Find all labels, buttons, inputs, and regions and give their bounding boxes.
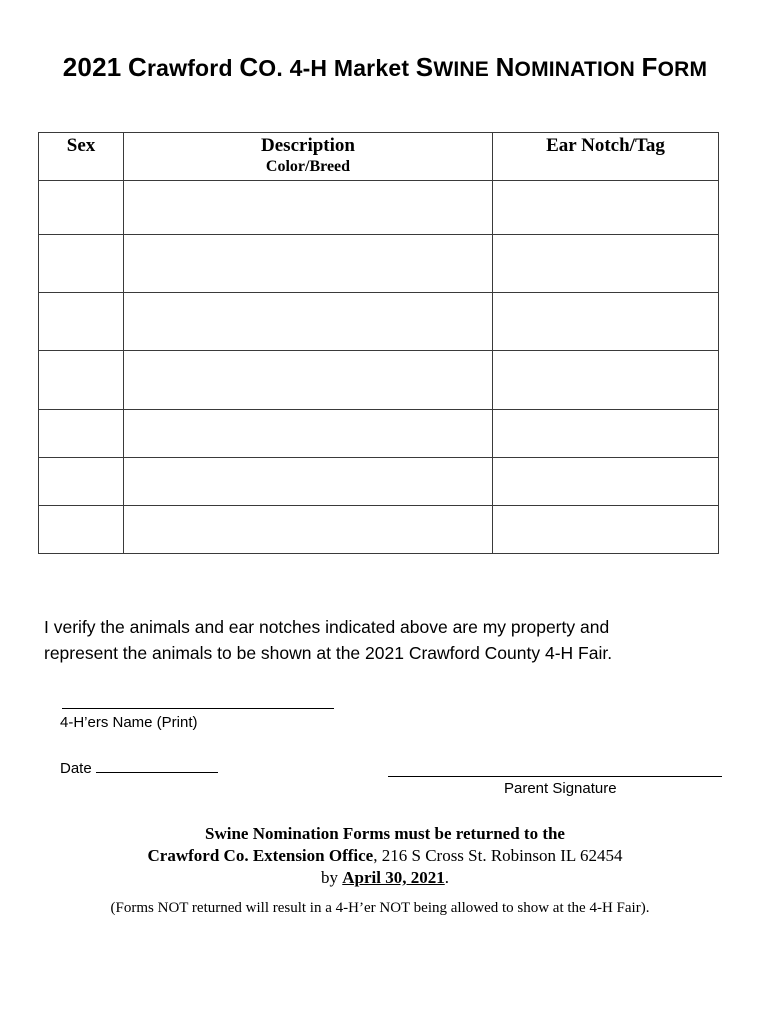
- cell-description[interactable]: [124, 181, 493, 235]
- header-description: Description Color/Breed: [124, 133, 493, 181]
- header-sex: Sex: [39, 133, 124, 181]
- cell-description[interactable]: [124, 410, 493, 458]
- name-label: 4-H’ers Name (Print): [60, 714, 198, 731]
- cell-description[interactable]: [124, 506, 493, 554]
- cell-sex[interactable]: [39, 410, 124, 458]
- cell-description[interactable]: [124, 458, 493, 506]
- return-instructions: [0, 823, 770, 889]
- cell-ear-notch[interactable]: [493, 410, 719, 458]
- cell-description[interactable]: [124, 235, 493, 293]
- return-line-1: Swine Nomination Forms must be returned to the: [205, 824, 565, 843]
- table-row: [39, 351, 719, 410]
- page-title: 2021 Crawford CO. 4-H Market SWINE NOMINATION FORM: [62, 52, 708, 82]
- cell-description[interactable]: [124, 293, 493, 351]
- cell-description[interactable]: [124, 351, 493, 410]
- parent-signature-line[interactable]: [388, 776, 722, 777]
- cell-sex[interactable]: [39, 351, 124, 410]
- parent-signature-label: Parent Signature: [504, 780, 617, 797]
- cell-sex[interactable]: [39, 506, 124, 554]
- cell-sex[interactable]: [39, 293, 124, 351]
- date-field: [60, 758, 218, 777]
- return-line-3: by April 30, 2021.: [321, 868, 449, 887]
- footnote: (Forms NOT returned will result in a 4-H’er NOT being allowed to show at the 4-H Fair).: [110, 900, 650, 916]
- nomination-table: [38, 132, 719, 554]
- cell-ear-notch[interactable]: [493, 506, 719, 554]
- cell-ear-notch[interactable]: [493, 181, 719, 235]
- date-line[interactable]: [96, 758, 218, 773]
- cell-ear-notch[interactable]: [493, 235, 719, 293]
- extension-office: Crawford Co. Extension Office: [147, 846, 374, 865]
- table-row: [39, 181, 719, 235]
- date-label: Date: [60, 760, 92, 777]
- cell-sex[interactable]: [39, 458, 124, 506]
- office-address: , 216 S Cross St. Robinson IL 62454: [373, 846, 623, 865]
- return-line-2: [0, 845, 770, 867]
- table-header-row: [39, 133, 719, 181]
- verification-statement: [44, 614, 724, 666]
- verification-line-2: represent the animals to be shown at the 2021 Crawford County 4-H Fair.: [44, 643, 613, 663]
- table-row: [39, 293, 719, 351]
- cell-sex[interactable]: [39, 235, 124, 293]
- cell-ear-notch[interactable]: [493, 351, 719, 410]
- table-row: [39, 410, 719, 458]
- name-signature-line[interactable]: [62, 708, 334, 709]
- deadline-date: April 30, 2021: [342, 868, 445, 887]
- header-ear-notch: Ear Notch/Tag: [493, 133, 719, 181]
- cell-ear-notch[interactable]: [493, 293, 719, 351]
- table-row: [39, 458, 719, 506]
- cell-ear-notch[interactable]: [493, 458, 719, 506]
- cell-sex[interactable]: [39, 181, 124, 235]
- header-description-sub: Color/Breed: [265, 158, 351, 175]
- table-row: [39, 235, 719, 293]
- table-row: [39, 506, 719, 554]
- verification-line-1: I verify the animals and ear notches indicated above are my property and: [44, 617, 610, 637]
